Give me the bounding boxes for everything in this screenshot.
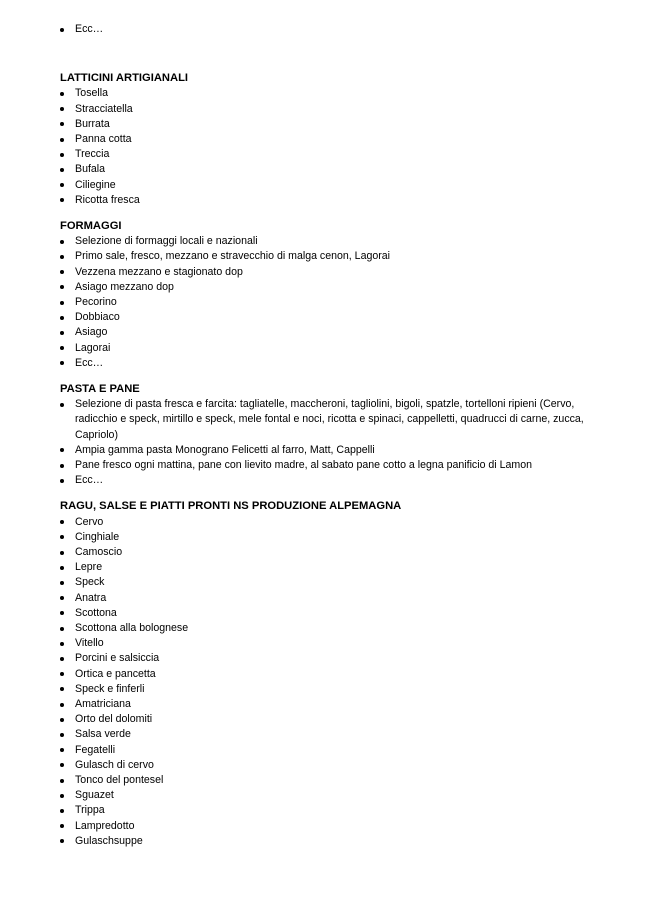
section-formaggi [60, 219, 606, 371]
list-item: Vitello [60, 636, 606, 651]
list-item: Ecc… [60, 356, 606, 371]
list-item: Lepre [60, 560, 606, 575]
list-item: Selezione di pasta fresca e farcita: tagliatelle, maccheroni, tagliolini, bigoli, spatzle, tortelloni ripieni (Cervo, radicchio e speck, mirtillo e speck, mele fontal e noci, ricotta e spinaci, cappelletti, quadrucci di carne, zucca, Capriolo) [60, 397, 601, 443]
list-item: Camoscio [60, 545, 606, 560]
list-item: Ecc… [60, 22, 606, 37]
section-ragu [60, 499, 606, 849]
latticini-list [60, 86, 606, 208]
list-item: Bufala [60, 162, 606, 177]
section-latticini [60, 71, 606, 208]
list-item: Asiago [60, 325, 606, 340]
list-item: Pane fresco ogni mattina, pane con lievito madre, al sabato pane cotto a legna panificio di Lamon [60, 458, 606, 473]
list-item: Amatriciana [60, 697, 606, 712]
list-item: Treccia [60, 147, 606, 162]
list-item: Dobbiaco [60, 310, 606, 325]
list-item: Ampia gamma pasta Monograno Felicetti al farro, Matt, Cappelli [60, 443, 606, 458]
list-item: Ortica e pancetta [60, 667, 606, 682]
list-item: Tonco del pontesel [60, 773, 606, 788]
list-item: Selezione di formaggi locali e nazionali [60, 234, 606, 249]
list-item: Porcini e salsiccia [60, 651, 606, 666]
list-item: Tosella [60, 86, 606, 101]
list-item: Asiago mezzano dop [60, 280, 606, 295]
section-title: PASTA E PANE [60, 383, 140, 396]
list-item: Stracciatella [60, 102, 606, 117]
pasta-list [60, 397, 606, 488]
list-item: Sguazet [60, 788, 606, 803]
list-item: Vezzena mezzano e stagionato dop [60, 265, 606, 280]
list-item: Speck [60, 575, 606, 590]
section-title: LATTICINI ARTIGIANALI [60, 72, 189, 85]
list-item: Primo sale, fresco, mezzano e stravecchio di malga cenon, Lagorai [60, 249, 606, 264]
list-item: Cinghiale [60, 530, 606, 545]
list-item: Ecc… [60, 473, 606, 488]
list-item: Pecorino [60, 295, 606, 310]
list-item: Ciliegine [60, 178, 606, 193]
formaggi-list [60, 234, 606, 371]
list-item: Ricotta fresca [60, 193, 606, 208]
list-item: Gulasch di cervo [60, 758, 606, 773]
list-item: Gulaschsuppe [60, 834, 606, 849]
list-item: Burrata [60, 117, 606, 132]
list-item: Cervo [60, 515, 606, 530]
list-item: Anatra [60, 591, 606, 606]
intro-list [60, 22, 606, 37]
list-item: Orto del dolomiti [60, 712, 606, 727]
list-item: Trippa [60, 803, 606, 818]
list-item: Scottona [60, 606, 606, 621]
list-item: Lampredotto [60, 819, 606, 834]
section-pasta-pane [60, 382, 606, 488]
list-item: Speck e finferli [60, 682, 606, 697]
list-item: Salsa verde [60, 727, 606, 742]
list-item: Panna cotta [60, 132, 606, 147]
section-title: RAGU, SALSE E PIATTI PRONTI NS PRODUZIONE ALPEMAGNA [60, 500, 402, 513]
section-title: FORMAGGI [60, 220, 122, 233]
list-item: Scottona alla bolognese [60, 621, 606, 636]
list-item: Fegatelli [60, 743, 606, 758]
ragu-list [60, 515, 606, 849]
list-item: Lagorai [60, 341, 606, 356]
